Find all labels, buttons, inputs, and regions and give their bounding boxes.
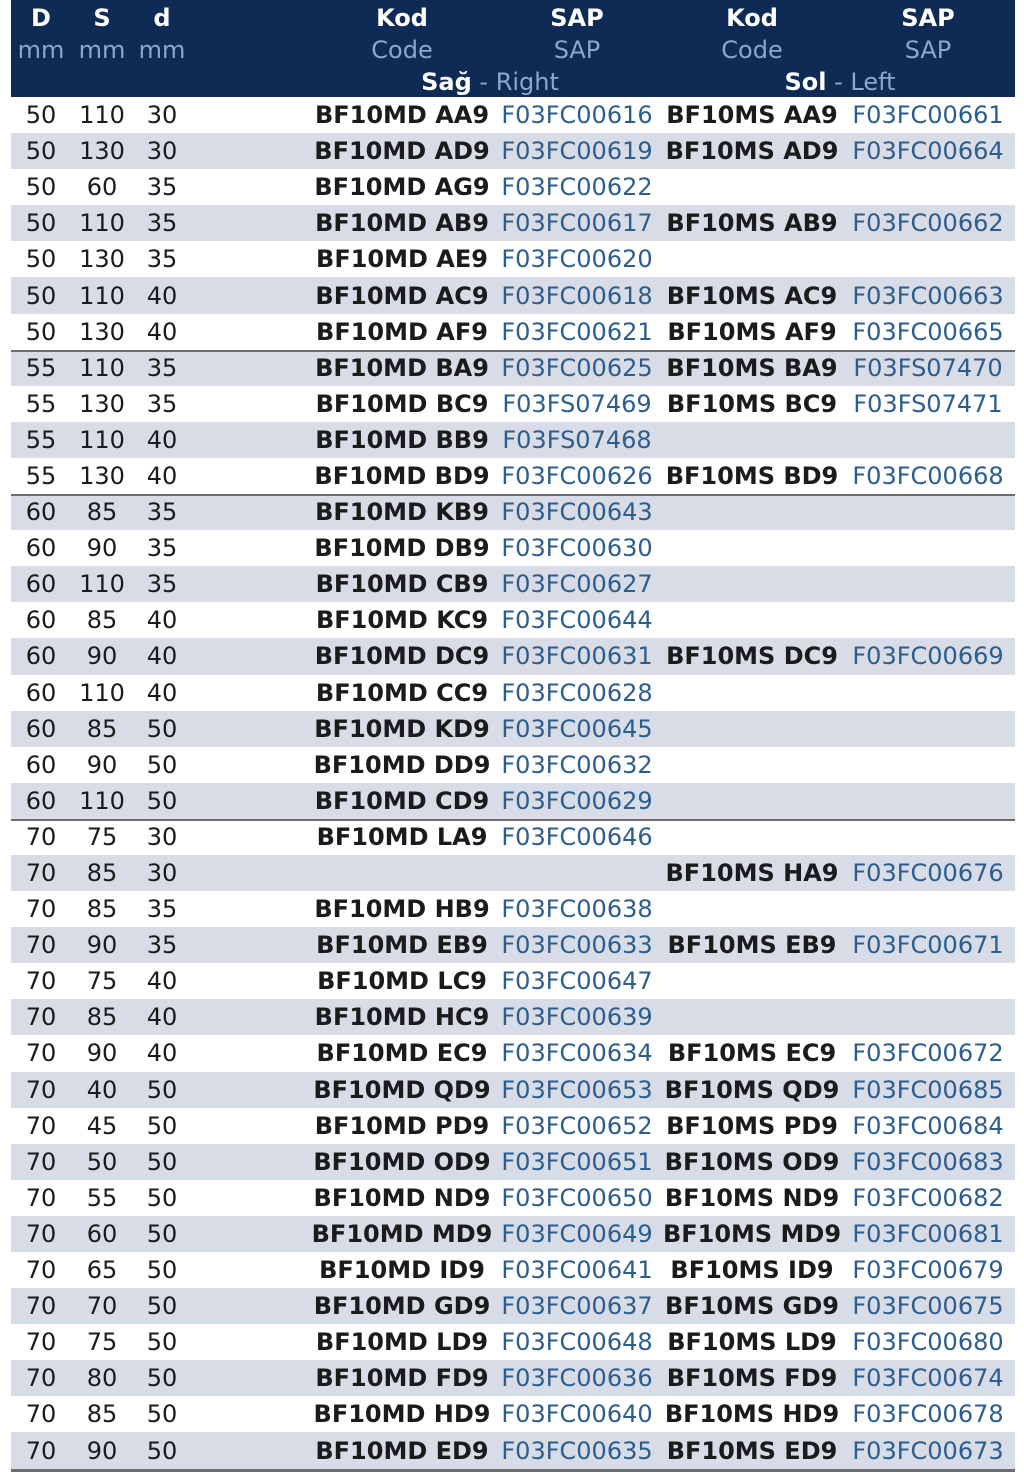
cell-right-sap: F03FC00633 [501, 931, 653, 960]
cell-S: 130 [79, 137, 125, 166]
cell-left-code: BF10MS QD9 [664, 1075, 840, 1104]
cell-d: 50 [146, 1075, 178, 1104]
cell-d: 40 [146, 461, 178, 490]
cell-left-sap: F03FC00683 [852, 1147, 1004, 1176]
cell-left-sap: F03FC00676 [852, 859, 1004, 888]
cell-S: 110 [79, 353, 125, 382]
header-d-unit: mm [138, 36, 186, 64]
table-row [11, 1180, 1015, 1216]
cell-S: 85 [86, 859, 118, 888]
cell-left-code: BF10MS ED9 [666, 1436, 838, 1465]
cell-right-sap: F03FC00638 [501, 895, 653, 924]
table-row [11, 602, 1015, 638]
table-row [11, 458, 1015, 494]
cell-S: 90 [86, 642, 118, 671]
cell-d: 50 [146, 1292, 178, 1321]
cell-right-code: BF10MD LD9 [315, 1328, 489, 1357]
cell-D: 60 [25, 570, 57, 599]
cell-right-sap: F03FC00634 [501, 1039, 653, 1068]
cell-left-sap: F03FC00662 [852, 209, 1004, 238]
header-left-sap-en: SAP [904, 36, 952, 64]
cell-right-code: BF10MD CD9 [314, 786, 490, 815]
table-row [11, 1360, 1015, 1396]
cell-right-code: BF10MD ND9 [313, 1183, 491, 1212]
header-S: S [93, 4, 111, 32]
cell-D: 60 [25, 498, 57, 527]
cell-right-code: BF10MD AA9 [314, 101, 490, 130]
cell-d: 40 [146, 317, 178, 346]
cell-S: 90 [86, 1039, 118, 1068]
cell-right-sap: F03FC00619 [501, 137, 653, 166]
cell-right-code: BF10MD LA9 [316, 822, 488, 851]
cell-right-sap: F03FC00630 [501, 534, 653, 563]
cell-d: 35 [146, 895, 178, 924]
header-left-dash: - [834, 68, 843, 96]
cell-S: 110 [79, 786, 125, 815]
cell-left-sap: F03FC00681 [852, 1219, 1004, 1248]
cell-right-sap: F03FC00639 [501, 1003, 653, 1032]
cell-right-code: BF10MD AD9 [314, 137, 490, 166]
table-row [11, 314, 1015, 350]
cell-D: 70 [25, 1256, 57, 1285]
cell-S: 85 [86, 606, 118, 635]
cell-left-code: BF10MS FD9 [666, 1364, 838, 1393]
cell-left-code: BF10MS OD9 [664, 1147, 840, 1176]
cell-D: 60 [25, 786, 57, 815]
cell-right-sap: F03FC00653 [501, 1075, 653, 1104]
cell-right-sap: F03FC00640 [501, 1400, 653, 1429]
cell-right-code: BF10MD OD9 [313, 1147, 491, 1176]
cell-D: 70 [25, 1075, 57, 1104]
cell-D: 60 [25, 606, 57, 635]
table-row [11, 1216, 1015, 1252]
table-bottom-rule [11, 1469, 1015, 1472]
cell-right-sap: F03FC00621 [501, 317, 653, 346]
cell-S: 65 [86, 1256, 118, 1285]
cell-left-code: BF10MS DC9 [666, 642, 838, 671]
table-row [11, 855, 1015, 891]
cell-left-sap: F03FC00671 [852, 931, 1004, 960]
cell-right-sap: F03FC00625 [501, 353, 653, 382]
cell-d: 50 [146, 1328, 178, 1357]
header-right-kod: Kod [376, 4, 428, 32]
table-row [11, 638, 1015, 674]
cell-left-sap: F03FC00672 [852, 1039, 1004, 1068]
cell-left-code: BF10MS PD9 [666, 1111, 838, 1140]
table-row [11, 1396, 1015, 1432]
table-row [11, 1144, 1015, 1180]
cell-S: 70 [86, 1292, 118, 1321]
header-left-tr: Sol [784, 68, 827, 96]
header-d: d [153, 4, 171, 32]
cell-S: 110 [79, 678, 125, 707]
table-row [11, 530, 1015, 566]
cell-left-code: BF10MS HA9 [665, 859, 839, 888]
cell-left-code: BF10MS EC9 [667, 1039, 837, 1068]
table-row [11, 1108, 1015, 1144]
cell-right-sap: F03FC00643 [501, 498, 653, 527]
cell-d: 35 [146, 245, 178, 274]
cell-D: 70 [25, 1147, 57, 1176]
cell-left-code: BF10MS ND9 [664, 1183, 840, 1212]
header-right-dash: - [479, 68, 489, 96]
cell-left-sap: F03FC00684 [852, 1111, 1004, 1140]
cell-S: 110 [79, 281, 125, 310]
cell-right-sap: F03FC00626 [501, 461, 653, 490]
cell-left-sap: F03FC00668 [852, 461, 1004, 490]
cell-S: 130 [79, 245, 125, 274]
cell-S: 110 [79, 570, 125, 599]
cell-right-code: BF10MD BC9 [315, 389, 489, 418]
cell-d: 40 [146, 281, 178, 310]
cell-S: 60 [86, 1219, 118, 1248]
table-row [11, 1072, 1015, 1108]
cell-S: 75 [86, 967, 118, 996]
header-right-tr: Sağ [421, 68, 472, 96]
cell-right-sap: F03FC00637 [501, 1292, 653, 1321]
cell-left-code: BF10MS EB9 [667, 931, 837, 960]
table-row [11, 205, 1015, 241]
cell-left-sap: F03FC00682 [852, 1183, 1004, 1212]
cell-D: 70 [25, 1436, 57, 1465]
cell-S: 90 [86, 750, 118, 779]
table-body [11, 97, 1015, 1469]
table-row [11, 891, 1015, 927]
cell-right-sap: F03FC00651 [501, 1147, 653, 1176]
cell-d: 35 [146, 931, 178, 960]
cell-left-sap: F03FC00679 [852, 1256, 1004, 1285]
cell-left-sap: F03FC00678 [852, 1400, 1004, 1429]
cell-right-sap: F03FC00622 [501, 173, 653, 202]
cell-S: 110 [79, 101, 125, 130]
header-left-en: Left [850, 68, 896, 96]
cell-S: 85 [86, 1003, 118, 1032]
cell-d: 40 [146, 425, 178, 454]
cell-D: 55 [25, 461, 57, 490]
cell-left-code: BF10MS AA9 [666, 101, 838, 130]
cell-right-sap: F03FC00649 [501, 1219, 653, 1248]
cell-d: 40 [146, 1039, 178, 1068]
cell-right-sap: F03FS07468 [502, 425, 652, 454]
cell-d: 50 [146, 1147, 178, 1176]
cell-D: 70 [25, 1111, 57, 1140]
table-row [11, 963, 1015, 999]
cell-left-sap: F03FC00674 [852, 1364, 1004, 1393]
table-row [11, 1035, 1015, 1071]
cell-left-sap: F03FC00664 [852, 137, 1004, 166]
table-header [11, 0, 1015, 97]
cell-right-code: BF10MD QD9 [313, 1075, 491, 1104]
cell-d: 50 [146, 1364, 178, 1393]
cell-D: 50 [25, 209, 57, 238]
cell-D: 70 [25, 1039, 57, 1068]
cell-right-sap: F03FC00627 [501, 570, 653, 599]
cell-S: 40 [86, 1075, 118, 1104]
cell-right-sap: F03FC00641 [501, 1256, 653, 1285]
cell-d: 50 [146, 786, 178, 815]
table-row [11, 927, 1015, 963]
cell-d: 35 [146, 389, 178, 418]
cell-d: 35 [146, 209, 178, 238]
cell-D: 70 [25, 967, 57, 996]
cell-right-code: BF10MD ID9 [319, 1256, 485, 1285]
cell-D: 55 [25, 389, 57, 418]
cell-right-sap: F03FC00632 [501, 750, 653, 779]
cell-D: 50 [25, 245, 57, 274]
cell-right-sap: F03FC00617 [501, 209, 653, 238]
cell-right-code: BF10MD EB9 [316, 931, 488, 960]
cell-right-code: BF10MD AC9 [315, 281, 489, 310]
cell-left-code: BF10MS ID9 [670, 1256, 834, 1285]
cell-D: 60 [25, 678, 57, 707]
cell-right-code: BF10MD AB9 [315, 209, 489, 238]
cell-right-code: BF10MD EC9 [316, 1039, 488, 1068]
header-left-code: Code [721, 36, 783, 64]
cell-right-code: BF10MD ED9 [315, 1436, 489, 1465]
table-row [11, 494, 1015, 530]
cell-right-sap: F03FC00636 [501, 1364, 653, 1393]
cell-left-sap: F03FC00669 [852, 642, 1004, 671]
cell-d: 50 [146, 750, 178, 779]
cell-right-sap: F03FC00647 [501, 967, 653, 996]
cell-right-code: BF10MD DC9 [314, 642, 490, 671]
table-row [11, 169, 1015, 205]
header-left-kod: Kod [726, 4, 778, 32]
cell-D: 70 [25, 822, 57, 851]
cell-S: 50 [86, 1147, 118, 1176]
cell-d: 30 [146, 137, 178, 166]
table-row [11, 1324, 1015, 1360]
cell-D: 70 [25, 1219, 57, 1248]
table-row [11, 1432, 1015, 1468]
header-D: D [31, 4, 51, 32]
cell-S: 60 [86, 173, 118, 202]
cell-d: 50 [146, 1219, 178, 1248]
cell-D: 70 [25, 931, 57, 960]
cell-right-code: BF10MD DD9 [313, 750, 491, 779]
cell-right-code: BF10MD LC9 [317, 967, 487, 996]
cell-right-code: BF10MD FD9 [315, 1364, 489, 1393]
cell-D: 60 [25, 642, 57, 671]
cell-right-sap: F03FC00616 [501, 101, 653, 130]
cell-S: 130 [79, 317, 125, 346]
cell-d: 50 [146, 1400, 178, 1429]
cell-right-sap: F03FC00652 [501, 1111, 653, 1140]
cell-right-code: BF10MD HC9 [314, 1003, 490, 1032]
header-right-sap-en: SAP [553, 36, 601, 64]
cell-right-code: BF10MD GD9 [313, 1292, 491, 1321]
table-row [11, 1288, 1015, 1324]
cell-left-sap: F03FC00675 [852, 1292, 1004, 1321]
cell-S: 130 [79, 461, 125, 490]
cell-right-code: BF10MD CC9 [315, 678, 489, 707]
cell-d: 30 [146, 859, 178, 888]
cell-D: 50 [25, 173, 57, 202]
cell-right-code: BF10MD PD9 [314, 1111, 490, 1140]
cell-D: 50 [25, 317, 57, 346]
table-row [11, 386, 1015, 422]
table-row [11, 133, 1015, 169]
cell-right-sap: F03FC00650 [501, 1183, 653, 1212]
cell-left-sap: F03FC00665 [852, 317, 1004, 346]
cell-right-sap: F03FC00618 [501, 281, 653, 310]
table-row [11, 711, 1015, 747]
table-row [11, 277, 1015, 313]
cell-left-sap: F03FC00663 [852, 281, 1004, 310]
product-table [11, 0, 1015, 1472]
cell-left-sap: F03FS07470 [853, 353, 1003, 382]
table-row [11, 1252, 1015, 1288]
cell-right-sap: F03FC00635 [501, 1436, 653, 1465]
cell-S: 85 [86, 498, 118, 527]
header-right-group [421, 70, 559, 94]
cell-S: 80 [86, 1364, 118, 1393]
cell-D: 55 [25, 353, 57, 382]
cell-D: 50 [25, 101, 57, 130]
cell-S: 110 [79, 425, 125, 454]
cell-d: 40 [146, 606, 178, 635]
cell-right-sap: F03FC00648 [501, 1328, 653, 1357]
cell-right-code: BF10MD AE9 [316, 245, 488, 274]
cell-D: 70 [25, 1328, 57, 1357]
cell-d: 35 [146, 353, 178, 382]
cell-right-code: BF10MD MD9 [311, 1219, 493, 1248]
cell-d: 35 [146, 498, 178, 527]
cell-left-code: BF10MS GD9 [665, 1292, 839, 1321]
table-row [11, 783, 1015, 819]
cell-d: 40 [146, 678, 178, 707]
cell-D: 70 [25, 859, 57, 888]
cell-S: 75 [86, 822, 118, 851]
cell-right-code: BF10MD KB9 [315, 498, 489, 527]
cell-S: 85 [86, 714, 118, 743]
cell-left-sap: F03FS07471 [853, 389, 1003, 418]
cell-S: 110 [79, 209, 125, 238]
cell-left-code: BF10MS HD9 [664, 1400, 840, 1429]
header-S-unit: mm [78, 36, 126, 64]
cell-S: 90 [86, 1436, 118, 1465]
table-row [11, 422, 1015, 458]
table-row [11, 747, 1015, 783]
cell-right-code: BF10MD HB9 [314, 895, 490, 924]
cell-d: 35 [146, 173, 178, 202]
cell-d: 40 [146, 1003, 178, 1032]
table-row [11, 999, 1015, 1035]
cell-right-sap: F03FC00646 [501, 822, 653, 851]
cell-right-sap: F03FS07469 [502, 389, 652, 418]
cell-D: 60 [25, 534, 57, 563]
cell-D: 55 [25, 425, 57, 454]
cell-right-sap: F03FC00645 [501, 714, 653, 743]
cell-right-code: BF10MD KC9 [315, 606, 489, 635]
cell-D: 70 [25, 895, 57, 924]
cell-D: 70 [25, 1003, 57, 1032]
table-row [11, 566, 1015, 602]
cell-right-sap: F03FC00620 [501, 245, 653, 274]
cell-d: 50 [146, 1256, 178, 1285]
cell-S: 75 [86, 1328, 118, 1357]
cell-D: 60 [25, 714, 57, 743]
cell-d: 35 [146, 570, 178, 599]
cell-S: 130 [79, 389, 125, 418]
header-D-unit: mm [17, 36, 65, 64]
cell-right-sap: F03FC00644 [501, 606, 653, 635]
cell-right-code: BF10MD BB9 [315, 425, 489, 454]
cell-S: 90 [86, 534, 118, 563]
cell-left-sap: F03FC00661 [852, 101, 1004, 130]
cell-left-code: BF10MS BD9 [665, 461, 839, 490]
cell-d: 40 [146, 642, 178, 671]
header-right-code: Code [371, 36, 433, 64]
cell-left-sap: F03FC00673 [852, 1436, 1004, 1465]
header-right-en: Right [495, 68, 559, 96]
cell-right-code: BF10MD CB9 [315, 570, 489, 599]
header-left-group [784, 70, 895, 94]
header-right-sap: SAP [550, 4, 604, 32]
cell-d: 30 [146, 822, 178, 851]
cell-left-code: BF10MS AB9 [666, 209, 838, 238]
cell-right-code: BF10MD AG9 [314, 173, 490, 202]
cell-S: 90 [86, 931, 118, 960]
table-row [11, 241, 1015, 277]
cell-D: 70 [25, 1183, 57, 1212]
cell-left-code: BF10MS LD9 [667, 1328, 837, 1357]
cell-D: 70 [25, 1292, 57, 1321]
cell-D: 50 [25, 137, 57, 166]
cell-d: 40 [146, 967, 178, 996]
cell-d: 50 [146, 1111, 178, 1140]
cell-S: 45 [86, 1111, 118, 1140]
cell-d: 50 [146, 1436, 178, 1465]
cell-d: 35 [146, 534, 178, 563]
cell-D: 70 [25, 1364, 57, 1393]
table-row [11, 675, 1015, 711]
cell-D: 50 [25, 281, 57, 310]
cell-d: 50 [146, 714, 178, 743]
cell-left-code: BF10MS AF9 [667, 317, 837, 346]
cell-S: 85 [86, 895, 118, 924]
cell-left-code: BF10MS BA9 [666, 353, 838, 382]
cell-right-code: BF10MD BD9 [314, 461, 490, 490]
cell-left-code: BF10MS BC9 [666, 389, 838, 418]
cell-S: 55 [86, 1183, 118, 1212]
cell-left-code: BF10MS AC9 [666, 281, 838, 310]
cell-right-code: BF10MD DB9 [314, 534, 490, 563]
cell-left-code: BF10MS AD9 [665, 137, 839, 166]
cell-d: 50 [146, 1183, 178, 1212]
cell-left-sap: F03FC00685 [852, 1075, 1004, 1104]
cell-S: 85 [86, 1400, 118, 1429]
cell-D: 60 [25, 750, 57, 779]
header-left-sap: SAP [901, 4, 955, 32]
table-row [11, 819, 1015, 855]
table-row [11, 350, 1015, 386]
cell-left-code: BF10MS MD9 [662, 1219, 842, 1248]
cell-right-code: BF10MD BA9 [315, 353, 489, 382]
cell-right-code: BF10MD KD9 [314, 714, 490, 743]
cell-left-sap: F03FC00680 [852, 1328, 1004, 1357]
cell-right-sap: F03FC00631 [501, 642, 653, 671]
cell-right-sap: F03FC00628 [501, 678, 653, 707]
cell-right-code: BF10MD HD9 [313, 1400, 491, 1429]
cell-d: 30 [146, 101, 178, 130]
table-row [11, 97, 1015, 133]
cell-right-code: BF10MD AF9 [316, 317, 488, 346]
cell-D: 70 [25, 1400, 57, 1429]
cell-right-sap: F03FC00629 [501, 786, 653, 815]
